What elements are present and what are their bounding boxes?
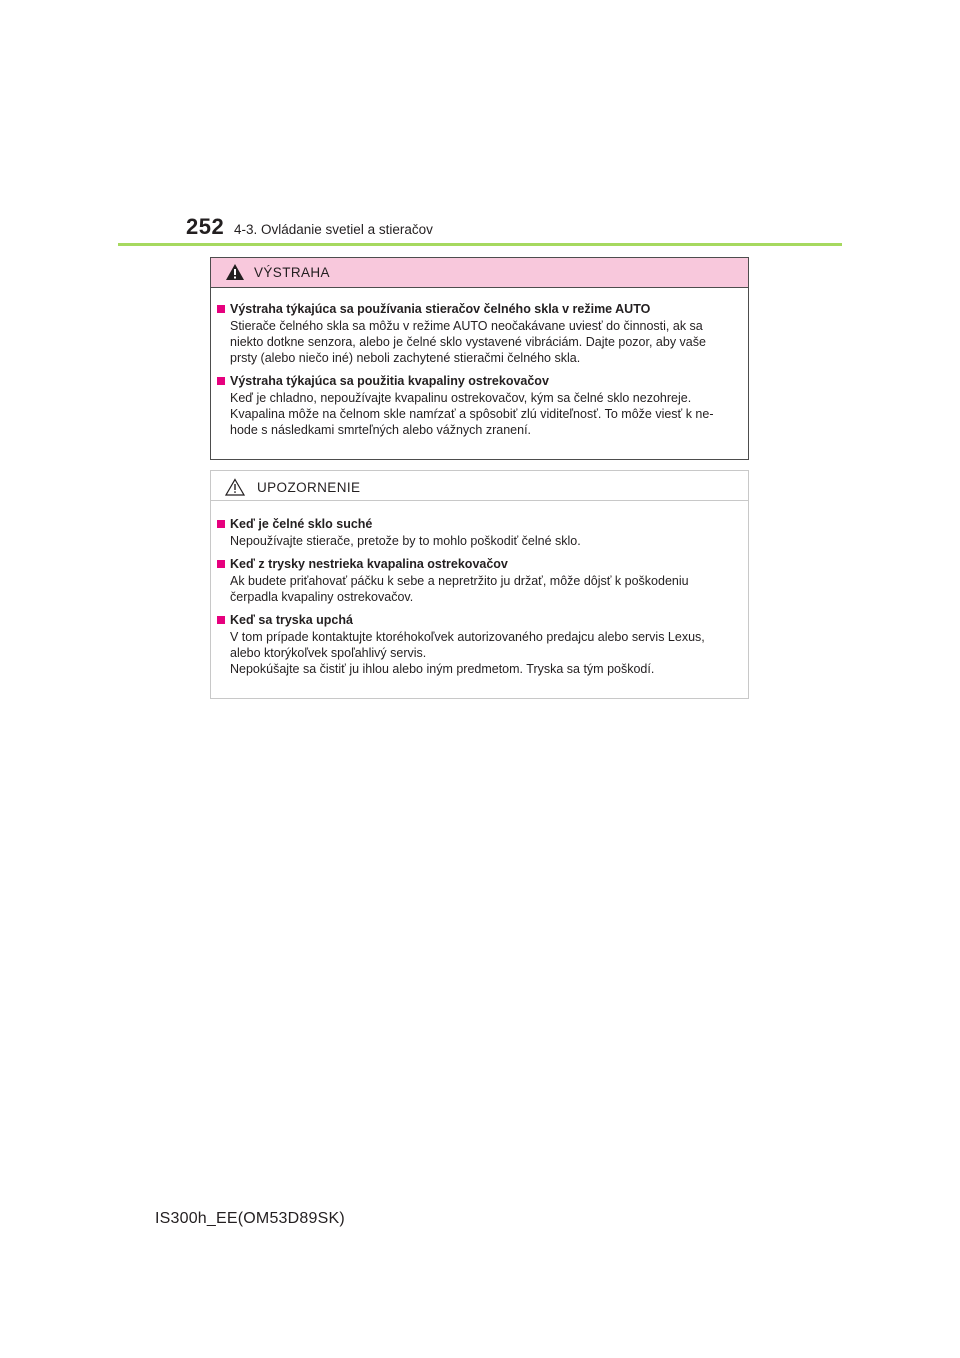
- square-bullet-icon: [217, 305, 225, 313]
- notice-item-heading: Keď je čelné sklo suché: [230, 517, 373, 531]
- warning-item-text: [217, 390, 738, 442]
- notice-title: UPOZORNENIE: [257, 480, 361, 495]
- text-line: Ak budete priťahovať páčku k sebe a nepretržito ju držať, môže dôjsť k poškodeniu: [230, 574, 689, 588]
- notice-item-text: [217, 533, 738, 553]
- text-line: prsty (alebo niečo iné) neboli zachytené stieračmi čelného skla.: [230, 351, 581, 365]
- square-bullet-icon: [217, 377, 225, 385]
- text-line: Nepoužívajte stierače, pretože by to mohlo poškodiť čelné sklo.: [230, 534, 581, 548]
- page-number: 252: [186, 214, 225, 239]
- text-line: alebo ktorýkoľvek spoľahlivý servis.: [230, 646, 427, 660]
- warning-item: [217, 300, 738, 370]
- warning-body: [211, 288, 748, 442]
- warning-item-text: [217, 318, 738, 370]
- text-line: Nepokúšajte sa čistiť ju ihlou alebo iným predmetom. Tryska sa tým poškodí.: [230, 662, 655, 676]
- text-line: hode s následkami smrteľných alebo vážnych zranení.: [230, 423, 532, 437]
- text-line: čerpadla kvapaliny ostrekovačov.: [230, 590, 414, 604]
- notice-header: [211, 471, 748, 501]
- text-line: Kvapalina môže na čelnom skle namŕzať a spôsobiť zlú viditeľnosť. To môže viesť k ne-: [230, 407, 714, 421]
- notice-item: [217, 611, 738, 681]
- warning-triangle-icon: [225, 263, 245, 281]
- caution-triangle-icon: [225, 478, 245, 496]
- notice-item-heading: Keď z trysky nestrieka kvapalina ostrekovačov: [230, 557, 508, 571]
- notice-box: [210, 470, 749, 699]
- notice-item-text: [217, 629, 738, 681]
- section-title: 4-3. Ovládanie svetiel a stieračov: [234, 222, 433, 237]
- warning-item-heading: Výstraha týkajúca sa použitia kvapaliny ostrekovačov: [230, 374, 549, 388]
- warning-box: [210, 257, 749, 460]
- document-code: IS300h_EE(OM53D89SK): [155, 1210, 345, 1227]
- header-rule: [118, 243, 842, 246]
- text-line: niekto dotkne senzora, alebo je čelné sklo vystavené vibráciám. Dajte pozor, aby vaše: [230, 335, 706, 349]
- square-bullet-icon: [217, 560, 225, 568]
- notice-item: [217, 555, 738, 609]
- square-bullet-icon: [217, 616, 225, 624]
- notice-item-heading: Keď sa tryska upchá: [230, 613, 353, 627]
- warning-title: VÝSTRAHA: [254, 265, 330, 280]
- square-bullet-icon: [217, 520, 225, 528]
- notice-item-text: [217, 573, 738, 609]
- notice-body: [211, 501, 748, 681]
- warning-header: [211, 258, 748, 288]
- text-line: V tom prípade kontaktujte ktoréhokoľvek autorizovaného predajcu alebo servis Lexus,: [230, 630, 705, 644]
- notice-item: [217, 515, 738, 553]
- warning-item-heading: Výstraha týkajúca sa používania stieračov čelného skla v režime AUTO: [230, 302, 651, 316]
- warning-item: [217, 372, 738, 442]
- text-line: Keď je chladno, nepoužívajte kvapalinu ostrekovačov, kým sa čelné sklo nezohreje.: [230, 391, 692, 405]
- text-line: Stierače čelného skla sa môžu v režime AUTO neočakávane uviesť do činnosti, ak sa: [230, 319, 703, 333]
